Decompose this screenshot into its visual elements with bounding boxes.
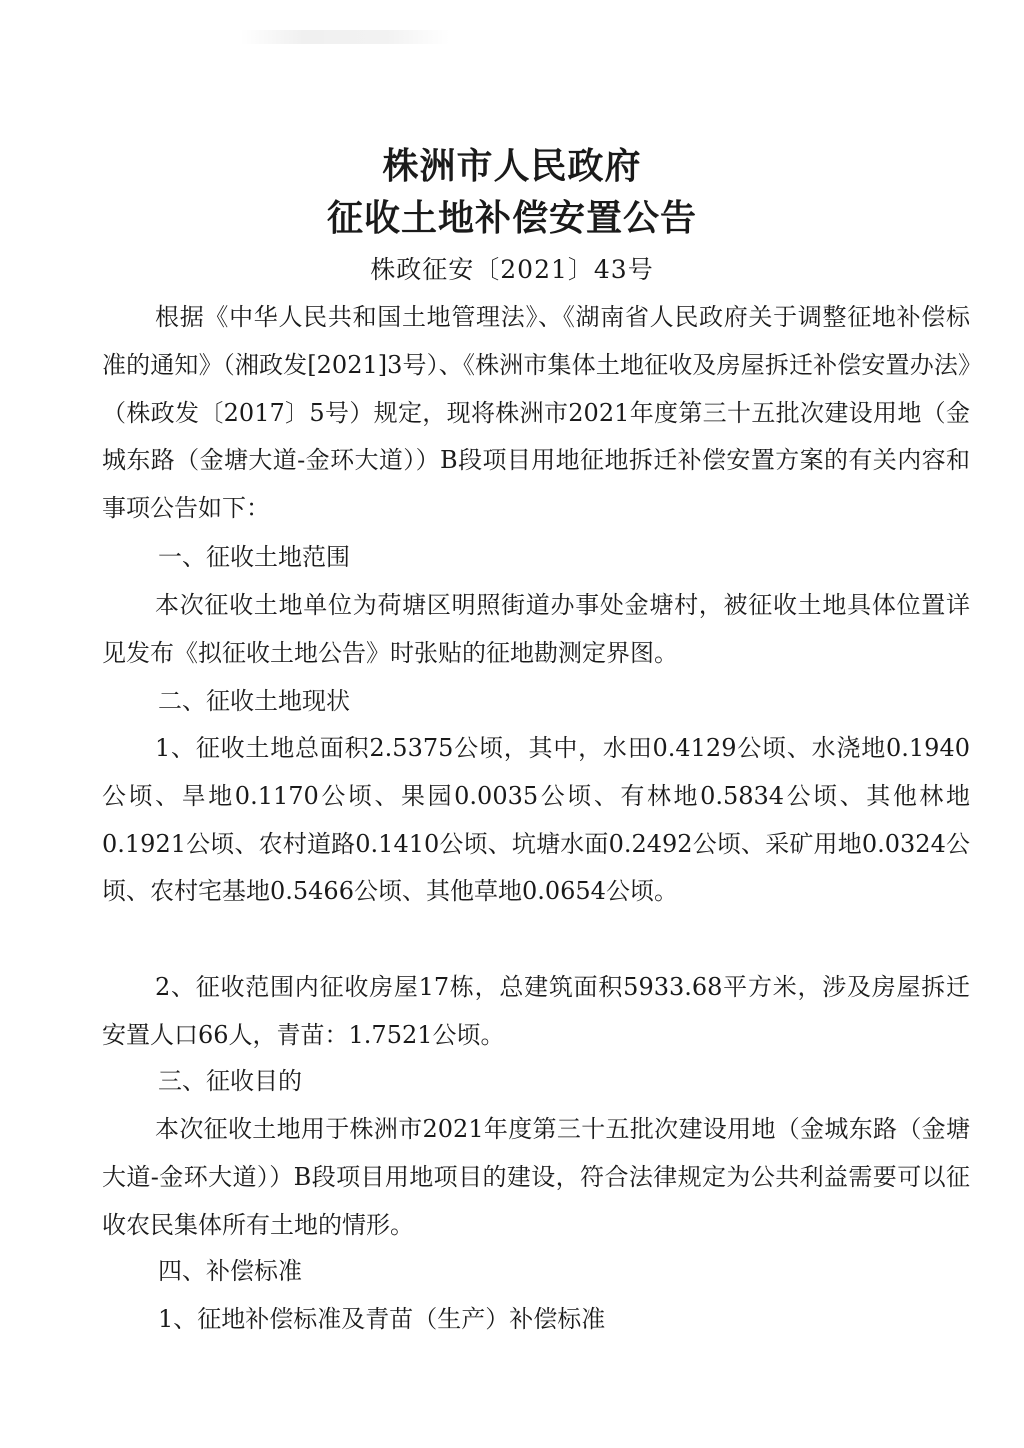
section-1-text: 本次征收土地单位为荷塘区明照街道办事处金塘村，被征收土地具体位置详见发布《拟征收土地公告》时张贴的征地勘测定界图。 xyxy=(102,591,970,667)
document-number: 株政征安〔2021〕43号 xyxy=(370,255,654,284)
issuer-title: 株洲市人民政府 xyxy=(382,146,642,187)
section-3-text: 本次征收土地用于株洲市2021年度第三十五批次建设用地（金城东路（金塘大道-金环大道））B段项目用地项目的建设，符合法律规定为公共利益需要可以征收农民集体所有土地的情形。 xyxy=(102,1115,970,1239)
section-3-heading: 三、征收目的 xyxy=(158,1067,302,1095)
scan-artifact xyxy=(240,30,450,44)
notice-title: 征收土地补偿安置公告 xyxy=(326,198,697,239)
section-2-item-2: 2、征收范围内征收房屋17栋，总建筑面积5933.68平方米，涉及房屋拆迁安置人口66人，青苗：1.7521公顷。 xyxy=(102,973,970,1049)
section-2-heading: 二、征收土地现状 xyxy=(158,687,350,715)
section-4-item-1: 1、征地补偿标准及青苗（生产）补偿标准 xyxy=(158,1305,606,1333)
intro-paragraph: 根据《中华人民共和国土地管理法》、《湖南省人民政府关于调整征地补偿标准的通知》（湘政发[2021]3号）、《株洲市集体土地征收及房屋拆迁补偿安置办法》（株政发〔2017〕5号）规定，现将株洲市2021年度第三十五批次建设用地（金城东路（金塘大道-金环大道））B段项目用地征地拆迁补偿安置方案的有关内容和事项公告如下： xyxy=(102,303,970,523)
section-2-item-1: 1、征收土地总面积2.5375公顷，其中，水田0.4129公顷、水浇地0.1940公顷、旱地0.1170公顷、果园0.0035公顷、有林地0.5834公顷、其他林地0.1921公顷、农村道路0.1410公顷、坑塘水面0.2492公顷、采矿用地0.0324公顷、农村宅基地0.5466公顷、其他草地0.0654公顷。 xyxy=(102,734,970,906)
section-4-heading: 四、补偿标准 xyxy=(158,1257,302,1285)
section-1-heading: 一、征收土地范围 xyxy=(158,543,350,571)
